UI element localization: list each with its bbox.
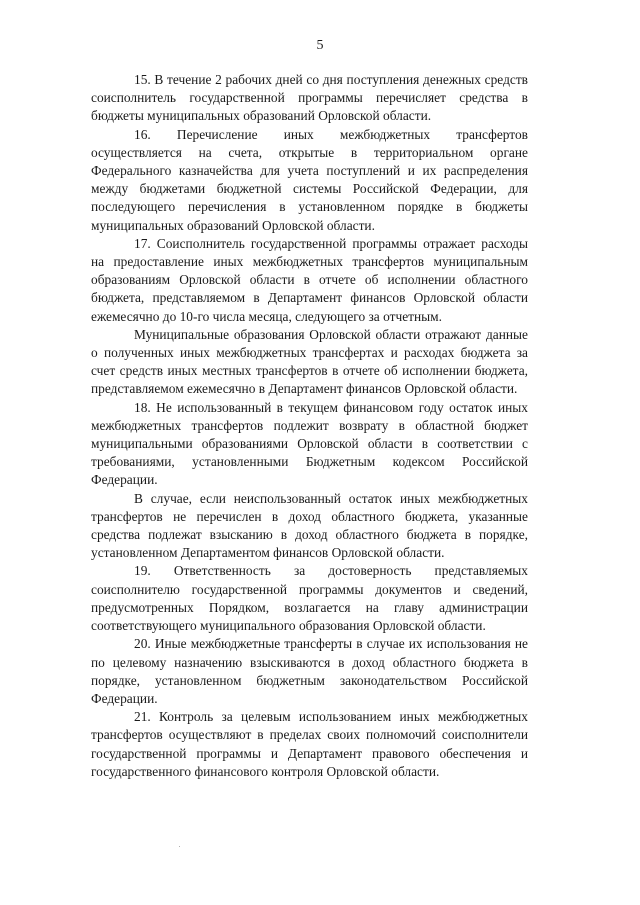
paragraph-16: 16. Перечисление иных межбюджетных трансфертов осуществляется на счета, открытые в территориальном органе Федерального казначейства для учета поступлений и их распределения между бюджетами бюджетной системы Российской Федерации, для последующего перечисления в установленном порядке в бюджеты муниципальных образований Орловской области.	[91, 126, 528, 233]
paragraph-18-recovery: В случае, если неиспользованный остаток иных межбюджетных трансфертов не перечислен в доход областного бюджета, указанные средства подлежат взысканию в доход областного бюджета в порядке, установленном Департаментом финансов Орловской области.	[91, 490, 528, 561]
paragraph-17: 17. Соисполнитель государственной программы отражает расходы на предоставление иных межбюджетных трансфертов муниципальным образованиям Орловской области в отчете об исполнении областного бюджета, представляемом в Департамент финансов Орловской области ежемесячно до 10-го числа месяца, следующего за отчетным.	[91, 235, 528, 324]
page-number: 5	[316, 38, 324, 53]
paragraph-17-municipal-reporting: Муниципальные образования Орловской области отражают данные о полученных иных межбюджетных трансфертах и расходах бюджета за счет средств иных местных трансфертов в отчете об исполнении бюджета, представляемом ежемесячно в Департамент финансов Орловской области.	[91, 326, 528, 397]
paragraph-18: 18. Не использованный в текущем финансовом году остаток иных межбюджетных трансфертов подлежит возврату в областной бюджет муниципальными образованиями Орловской области в соответствии с требованиями, установленными Бюджетным кодексом Российской Федерации.	[91, 399, 528, 488]
scan-speck	[179, 846, 180, 847]
paragraph-21: 21. Контроль за целевым использованием иных межбюджетных трансфертов осуществляют в пределах своих полномочий соисполнители государственной программы и Департамент правового обеспечения и государственного финансового контроля Орловской области.	[91, 709, 528, 779]
paragraph-15: 15. В течение 2 рабочих дней со дня поступления денежных средств соисполнитель государственной программы перечисляет средства в бюджеты муниципальных образований Орловской области.	[91, 72, 528, 124]
document-body	[91, 71, 528, 781]
paragraph-20: 20. Иные межбюджетные трансферты в случае их использования не по целевому назначению взыскиваются в доход областного бюджета в порядке, установленном бюджетным законодательством Российской Федерации.	[91, 636, 528, 706]
paragraph-19: 19. Ответственность за достоверность представляемых соисполнителю государственной программы документов и сведений, предусмотренных Порядком, возлагается на главу администрации соответствующего муниципального образования Орловской области.	[91, 563, 528, 634]
